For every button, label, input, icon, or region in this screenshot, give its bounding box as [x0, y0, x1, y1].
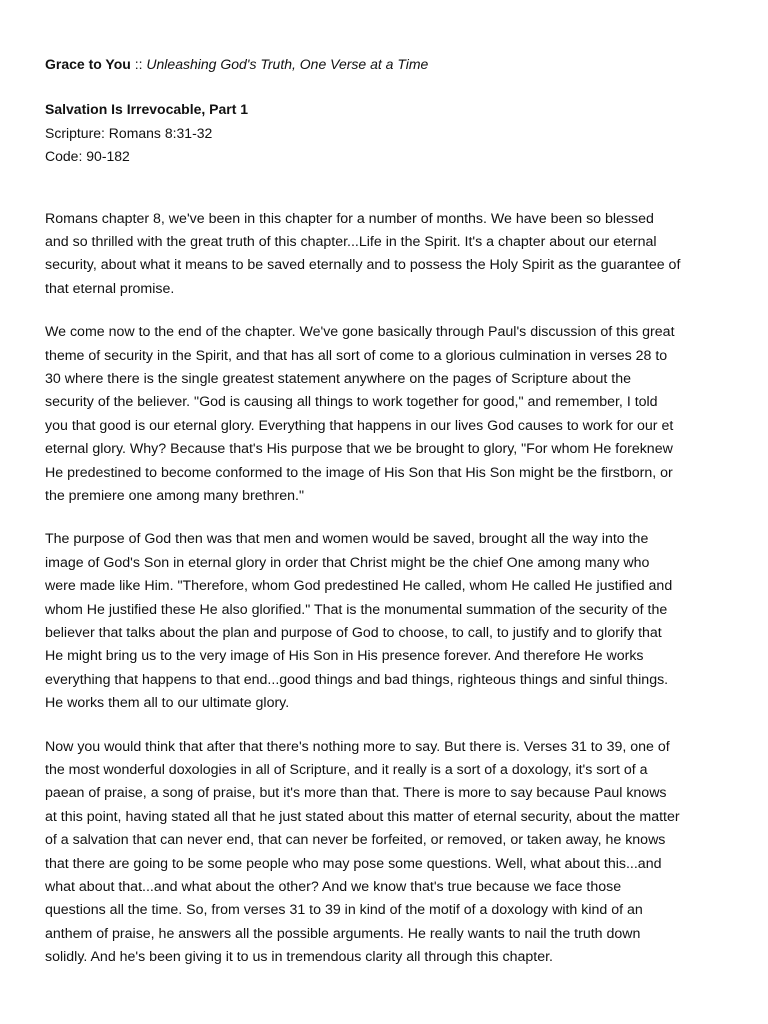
sermon-title: Salvation Is Irrevocable, Part 1 [45, 101, 249, 117]
paragraph-line: He works them all to our ultimate glory. [45, 695, 290, 712]
body-paragraph [45, 321, 735, 508]
paragraph-line: whom He justified these He also glorified." That is the monumental summation of the security of the [45, 601, 668, 618]
paragraph-line: everything that happens to that end...good things and bad things, righteous things and sinful things. [45, 671, 669, 688]
paragraph-line: He might bring us to the very image of His Son in His presence forever. And therefore He works [45, 648, 644, 665]
paragraph-line: you that good is our eternal glory. Everything that happens in our lives God causes to work for our et [45, 417, 674, 434]
paragraph-line: eternal glory. Why? Because that's His purpose that we be brought to glory, "For whom He foreknew [45, 441, 673, 458]
paragraph-line: and so thrilled with the great truth of this chapter...Life in the Spirit. It's a chapter about our eternal [45, 233, 657, 250]
document-page [45, 54, 735, 990]
paragraph-line: image of God's Son in eternal glory in order that Christ might be the chief One among many who [45, 554, 650, 571]
body-paragraph [45, 528, 735, 715]
paragraph-line: believer that talks about the plan and purpose of God to choose, to call, to justify and to glorify that [45, 625, 662, 641]
sermon-code: Code: 90-182 [45, 148, 130, 164]
paragraph-line: 30 where there is the single greatest statement anywhere on the pages of Scripture about the [45, 370, 631, 387]
paragraph-line: at this point, having stated all that he just stated about this matter of eternal security, about the matter [45, 808, 680, 825]
paragraph-line: solidly. And he's been giving it to us in tremendous clarity all through this chapter. [45, 949, 553, 966]
paragraph-line: that there are going to be some people who may pose some questions. Well, what about this...and [45, 855, 662, 872]
body-paragraph [45, 736, 735, 970]
paragraph-line: theme of security in the Spirit, and that has all sort of come to a glorious culmination in verses 28 to [45, 347, 668, 364]
paragraph-line: Romans chapter 8, we've been in this chapter for a number of months. We have been so blessed [45, 210, 654, 227]
paragraph-line: of a salvation that can never end, that can never be forfeited, or removed, or taken away, he knows [45, 832, 666, 849]
paragraph-line: paean of praise, a song of praise, but it's more than that. There is more to say because Paul knows [45, 785, 667, 802]
paragraph-line: questions all the time. So, from verses 31 to 39 in kind of the motif of a doxology with kind of an [45, 902, 643, 919]
paragraph-line: We come now to the end of the chapter. We've gone basically through Paul's discussion of this great [45, 324, 675, 341]
paragraph-line: that eternal promise. [45, 280, 175, 297]
paragraph-line: the premiere one among many brethren." [45, 487, 304, 504]
paragraph-line: anthem of praise, he answers all the possible arguments. He really wants to nail the truth down [45, 925, 641, 942]
masthead [45, 54, 735, 74]
sermon-header [45, 98, 735, 169]
masthead-separator: :: [130, 56, 147, 72]
sermon-body [45, 208, 735, 970]
site-name: Grace to You [45, 56, 131, 72]
paragraph-line: He predestined to become conformed to the image of His Son that His Son might be the firstborn, or [45, 464, 673, 481]
paragraph-line: Now you would think that after that there's nothing more to say. But there is. Verses 31 to 39, one of [45, 738, 670, 755]
paragraph-line: were made like Him. "Therefore, whom God predestined He called, whom He called He justified and [45, 578, 673, 595]
paragraph-line: security, about what it means to be saved eternally and to possess the Holy Spirit as the guarantee of [45, 257, 681, 274]
paragraph-line: the most wonderful doxologies in all of Scripture, and it really is a sort of a doxology, it's sort of a [45, 762, 648, 779]
paragraph-line: security of the believer. "God is causing all things to work together for good," and remember, I told [45, 394, 658, 411]
body-paragraph [45, 208, 735, 302]
paragraph-line: what about that...and what about the other? And we know that's true because we face those [45, 879, 622, 896]
site-tagline: Unleashing God's Truth, One Verse at a Time [146, 56, 429, 72]
sermon-scripture: Scripture: Romans 8:31-32 [45, 124, 213, 141]
paragraph-line: The purpose of God then was that men and women would be saved, brought all the way into the [45, 531, 649, 548]
